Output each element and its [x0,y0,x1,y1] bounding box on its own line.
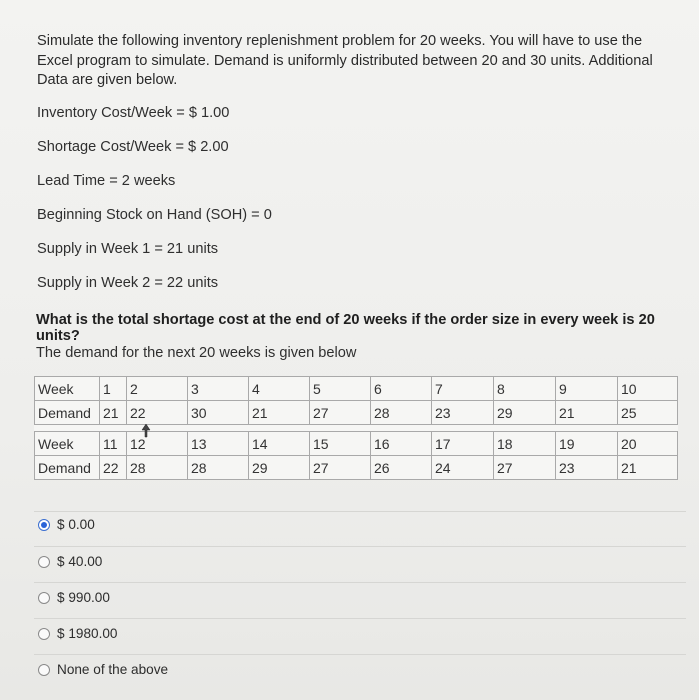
table-cell: 27 [310,456,371,480]
table-cell: 1 [100,377,127,401]
table-cell: 25 [618,401,678,425]
table-cell: 9 [556,377,618,401]
table-gap [35,425,678,432]
supply-week-1: Supply in Week 1 = 21 units [37,241,219,257]
table-cell: 5 [310,377,371,401]
table-cell: 6 [371,377,432,401]
table-caption: The demand for the next 20 weeks is given below [36,345,357,361]
table-cell: 3 [188,377,249,401]
table-cell: 21 [618,456,678,480]
demand-label: Demand [35,456,100,480]
supply-week-2: Supply in Week 2 = 22 units [37,275,219,291]
question-prompt: What is the total shortage cost at the end of 20 weeks if the order size in every week is 20 units? [36,312,655,344]
table-cell: 12 [127,432,188,456]
table-cell: 16 [371,432,432,456]
table-cell: 15 [310,432,371,456]
table-cell: 2 [127,377,188,401]
table-cell: 28 [188,456,249,480]
table-cell: 21 [556,401,618,425]
table-cell: 29 [494,401,556,425]
inventory-cost: Inventory Cost/Week = $ 1.00 [37,105,230,121]
option-e[interactable] [38,662,168,677]
table-cell: 27 [310,401,371,425]
question-intro: Simulate the following inventory replenishment problem for 20 weeks. You will have to use the Excel program to simulate. Demand is uniformly distributed between 20 and 30 units. Additional Data are given below. [37,33,653,88]
table-cell: 18 [494,432,556,456]
table-cell: 30 [188,401,249,425]
table-cell: 20 [618,432,678,456]
table-cell: 14 [249,432,310,456]
table-cell: 13 [188,432,249,456]
table-cell: 24 [432,456,494,480]
table-cell: 4 [249,377,310,401]
option-label: $ 990.00 [57,590,110,605]
table-row [35,432,678,456]
table-row [35,377,678,401]
option-label: $ 0.00 [57,517,95,532]
table-cell: 23 [556,456,618,480]
divider [34,511,686,512]
option-c[interactable] [38,590,110,605]
table-cell: 11 [100,432,127,456]
option-d[interactable] [38,626,117,641]
divider [34,618,686,619]
table-cell: 22 [127,401,188,425]
table-row [35,456,678,480]
option-b[interactable] [38,554,102,569]
table-cell: 7 [432,377,494,401]
table-row [35,401,678,425]
table-cell: 10 [618,377,678,401]
divider [34,654,686,655]
table-cell: 29 [249,456,310,480]
radio-icon[interactable] [38,556,50,568]
table-cell: 28 [371,401,432,425]
option-label: $ 1980.00 [57,626,118,641]
divider [34,546,686,547]
option-label: $ 40.00 [57,554,103,569]
mouse-cursor-icon [141,424,151,438]
demand-table [34,376,678,480]
radio-icon[interactable] [38,664,50,676]
week-label: Week [35,377,100,401]
beginning-stock: Beginning Stock on Hand (SOH) = 0 [37,207,272,223]
demand-label: Demand [35,401,100,425]
radio-icon[interactable] [38,628,50,640]
table-cell: 26 [371,456,432,480]
divider [34,582,686,583]
option-a[interactable] [38,517,95,532]
table-cell: 8 [494,377,556,401]
table-cell: 21 [100,401,127,425]
week-label: Week [35,432,100,456]
radio-selected-icon[interactable] [38,519,50,531]
table-cell: 22 [100,456,127,480]
table-cell: 21 [249,401,310,425]
radio-icon[interactable] [38,592,50,604]
table-gap-cell [35,425,678,432]
table-cell: 27 [494,456,556,480]
table-cell: 17 [432,432,494,456]
shortage-cost: Shortage Cost/Week = $ 2.00 [37,139,229,155]
lead-time: Lead Time = 2 weeks [37,173,176,189]
table-cell: 19 [556,432,618,456]
table-cell: 23 [432,401,494,425]
option-label: None of the above [57,662,169,677]
table-cell: 28 [127,456,188,480]
